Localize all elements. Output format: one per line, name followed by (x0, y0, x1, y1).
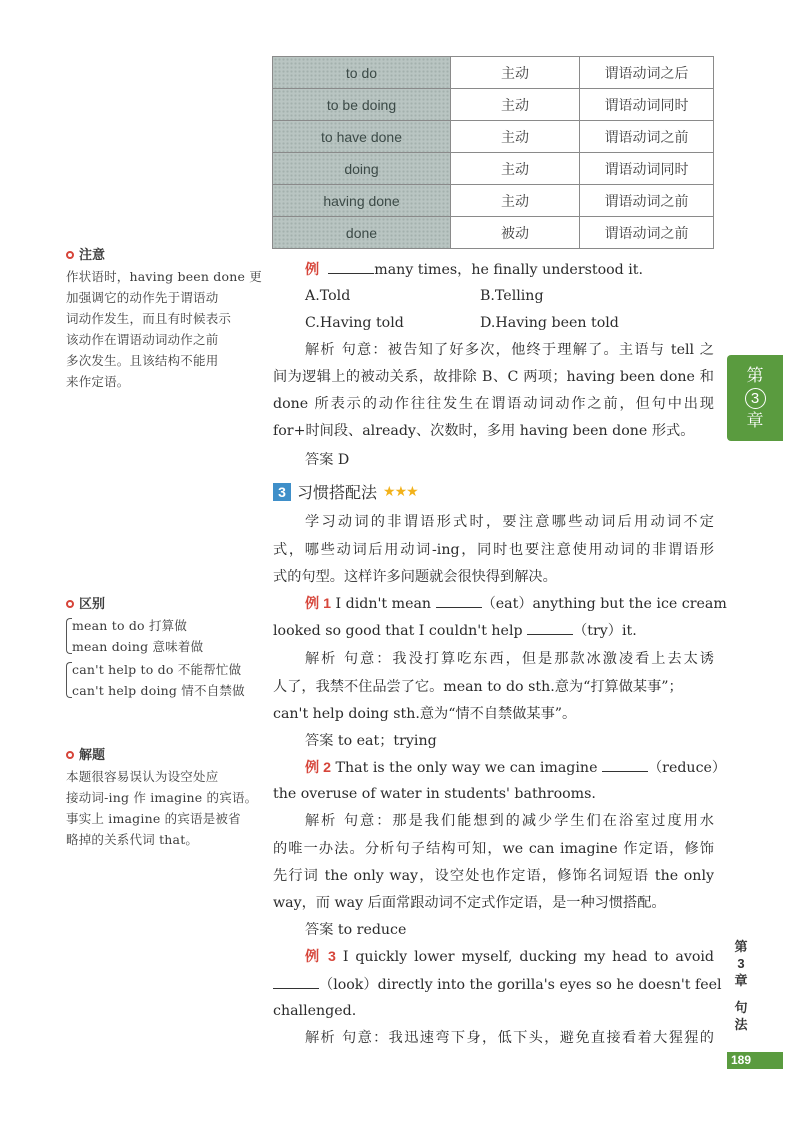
chapter-side-label: 第 3 章 句 法 (734, 939, 748, 1032)
analysis-line: done 所表示的动作往往发生在谓语动词动作之前，但句中出现 (273, 396, 714, 412)
answer-line: 答案 to reduce (305, 922, 407, 938)
form-cell: to have done (273, 121, 451, 153)
difficulty-stars-icon: ★★★ (383, 483, 418, 500)
note-title: 解题 (66, 744, 254, 765)
page-number: 189 (727, 1052, 783, 1069)
example3-line3: challenged. (273, 1003, 357, 1019)
timing-cell: 谓语动词之前 (580, 121, 714, 153)
main-column (273, 0, 727, 1124)
bullet-icon (66, 600, 74, 608)
analysis-line: 解析 句意：那是我们能想到的减少学生们在浴室过度用水 (305, 813, 714, 829)
option-c: C.Having told (305, 315, 404, 331)
chapter-tab: 第 3 章 (727, 355, 783, 441)
form-cell: having done (273, 185, 451, 217)
section-heading (273, 480, 418, 503)
example2-line1: 例 2 That is the only way we can imagine （reduce） (305, 757, 714, 778)
answer-line: 答案 D (305, 452, 350, 468)
section-title: 习惯搭配法 (297, 485, 378, 502)
analysis-line: 的唯一办法。分析句子结构可知，we can imagine 作定语，修饰 (273, 841, 714, 857)
answer-blank (436, 593, 482, 608)
example3-line2: （look）directly into the gorilla's eyes so he doesn't feel (273, 974, 714, 995)
voice-cell: 主动 (451, 57, 580, 89)
option-d: D.Having been told (480, 315, 619, 331)
note-line: 来作定语。 (66, 374, 130, 389)
chapter-number: 3 (745, 388, 766, 409)
form-cell: doing (273, 153, 451, 185)
answer-blank (527, 620, 573, 635)
form-cell: to be doing (273, 89, 451, 121)
analysis-line: 先行词 the only way，设空处也作定语，修饰名词短语 the only (273, 868, 714, 884)
analysis-line: for+时间段、already、次数时，多用 having been done 形式。 (273, 423, 695, 439)
answer-blank (328, 259, 374, 274)
example-question: 例 many times，he finally understood it. (305, 259, 643, 280)
analysis-line: 人了，我禁不住品尝了它。mean to do sth.意为“打算做某事”； (273, 679, 683, 695)
side-note-solution (66, 744, 258, 850)
analysis-line: 解析 句意：我迅速弯下身，低下头，避免直接看着大猩猩的 (305, 1030, 714, 1046)
bullet-icon (66, 751, 74, 759)
side-note-difference (66, 593, 254, 703)
bullet-icon (66, 251, 74, 259)
note-line: mean to do 打算做 (72, 618, 188, 633)
option-b: B.Telling (480, 288, 544, 304)
note-line: 多次发生。且该结构不能用 (66, 353, 219, 368)
voice-cell: 主动 (451, 153, 580, 185)
voice-cell: 主动 (451, 185, 580, 217)
note-line: 本题很容易误认为设空处应 (66, 769, 219, 784)
example2-line2: the overuse of water in students' bathrooms. (273, 786, 596, 802)
option-a: A.Told (305, 288, 351, 304)
timing-cell: 谓语动词同时 (580, 89, 714, 121)
analysis-line: 间为逻辑上的被动关系，故排除 B、C 两项；having been done 和 (273, 369, 714, 385)
note-title: 区别 (66, 593, 254, 614)
analysis-line: 解析 句意：被告知了好多次，他终于理解了。主语与 tell 之 (305, 342, 714, 358)
intro-line: 学习动词的非谓语形式时，要注意哪些动词后用动词不定 (305, 514, 714, 530)
note-title: 注意 (66, 244, 254, 265)
note-line: mean doing 意味着做 (72, 639, 204, 654)
intro-line: 式，哪些动词后用动词-ing，同时也要注意使用动词的非谓语形 (273, 542, 714, 558)
note-line: 略掉的关系代词 that。 (66, 832, 199, 847)
note-line: 该动作在谓语动词动作之前 (66, 332, 219, 347)
timing-cell: 谓语动词之后 (580, 57, 714, 89)
example1-line1: 例 1 I didn't mean （eat）anything but the ice cream (305, 593, 714, 614)
intro-line: 式的句型。这样许多问题就会很快得到解决。 (273, 569, 557, 585)
note-line: can't help doing 情不自禁做 (72, 683, 245, 698)
voice-cell: 被动 (451, 217, 580, 249)
voice-cell: 主动 (451, 89, 580, 121)
note-line: can't help to do 不能帮忙做 (72, 662, 242, 677)
form-cell: done (273, 217, 451, 249)
note-line: 加强调它的动作先于谓语动 (66, 290, 219, 305)
timing-cell: 谓语动词同时 (580, 153, 714, 185)
answer-line: 答案 to eat；trying (305, 733, 437, 749)
answer-blank (273, 974, 319, 989)
note-line: 接动词-ing 作 imagine 的宾语。 (66, 790, 258, 805)
example3-line1: 例 3 I quickly lower myself, ducking my head to avoid (305, 949, 714, 965)
form-cell: to do (273, 57, 451, 89)
timing-cell: 谓语动词之前 (580, 185, 714, 217)
note-line: 作状语时，having been done 更 (66, 269, 262, 284)
timing-cell: 谓语动词之前 (580, 217, 714, 249)
side-note-attention (66, 244, 262, 392)
brace-group-cant-help (66, 659, 254, 701)
voice-cell: 主动 (451, 121, 580, 153)
analysis-line: 解析 句意：我没打算吃东西，但是那款冰激凌看上去太诱 (305, 651, 714, 667)
note-line: 事实上 imagine 的宾语是被省 (66, 811, 241, 826)
analysis-line: can't help doing sth.意为“情不自禁做某事”。 (273, 706, 577, 722)
example1-line2: looked so good that I couldn't help （try）it. (273, 620, 637, 641)
note-line: 词动作发生，而且有时候表示 (66, 311, 232, 326)
analysis-line: way，而 way 后面常跟动词不定式作定语，是一种习惯搭配。 (273, 895, 666, 911)
brace-group-mean (66, 615, 254, 657)
answer-blank (602, 757, 648, 772)
section-number-badge: 3 (273, 483, 291, 501)
